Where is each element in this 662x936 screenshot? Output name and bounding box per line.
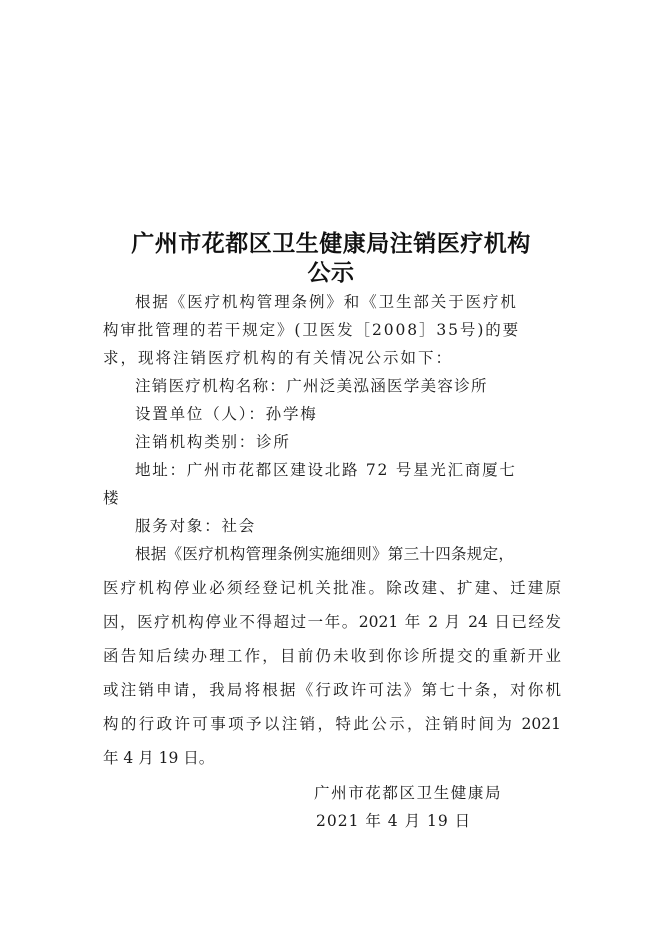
- field-address-line1: 地址：广州市花都区建设北路 72 号星光汇商厦七: [135, 461, 517, 479]
- notice-line-6: 构的行政许可事项予以注销，特此公示，注销时间为 2021: [103, 715, 561, 733]
- field-category: 注销机构类别：诊所: [135, 433, 291, 451]
- signature-date: 2021 年 4 月 19 日: [316, 812, 472, 830]
- field-service-target: 服务对象：社会: [135, 517, 257, 535]
- intro-line-1: 根据《医疗机构管理条例》和《卫生部关于医疗机: [135, 293, 518, 311]
- notice-line-1: 根据《医疗机构管理条例实施细则》第三十四条规定，: [135, 545, 515, 563]
- notice-line-4: 函告知后续办理工作，目前仍未收到你诊所提交的重新开业: [103, 647, 561, 665]
- intro-line-3: 求，现将注销医疗机构的有关情况公示如下：: [103, 349, 454, 367]
- document-title-line2: 公示: [307, 260, 355, 286]
- document-title-line1: 广州市花都区卫生健康局注销医疗机构: [131, 231, 531, 257]
- field-address-line2: 楼: [103, 489, 119, 507]
- field-institution-name: 注销医疗机构名称：广州泛美泓涵医学美容诊所: [135, 377, 488, 395]
- notice-line-7: 年 4 月 19 日。: [103, 749, 215, 767]
- intro-line-2: 构审批管理的若干规定》(卫医发［2008］35号)的要: [103, 321, 521, 339]
- notice-line-5: 或注销申请，我局将根据《行政许可法》第七十条，对你机: [103, 681, 561, 699]
- notice-line-2: 医疗机构停业必须经登记机关批准。除改建、扩建、迁建原: [103, 579, 561, 597]
- signature-organization: 广州市花都区卫生健康局: [314, 784, 503, 802]
- notice-line-3: 因，医疗机构停业不得超过一年。2021 年 2 月 24 日已经发: [103, 613, 561, 631]
- field-establisher: 设置单位（人）：孙学梅: [135, 405, 318, 423]
